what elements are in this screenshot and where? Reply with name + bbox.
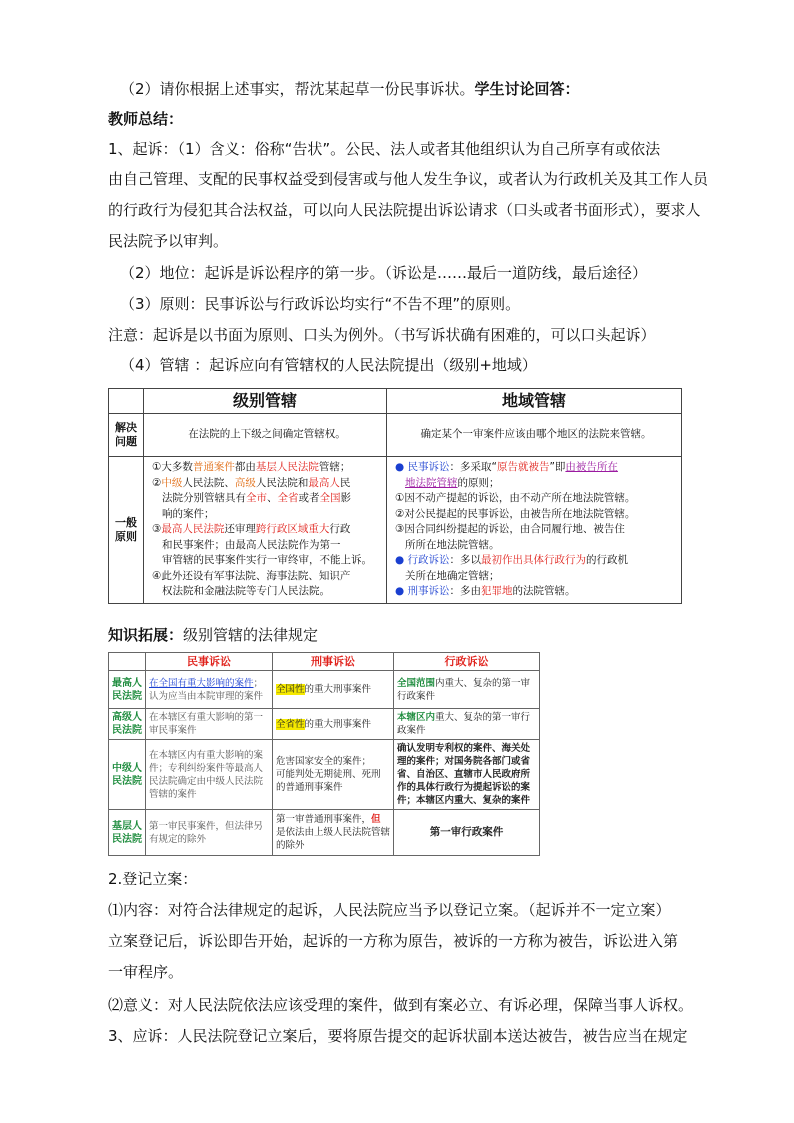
- row-header-problem: 解决问题: [109, 414, 144, 457]
- column-header-criminal: 刑事诉讼: [273, 653, 394, 671]
- text-line: 1、起诉：（1）含义：俗称“告状”。公民、法人或者其他组织认为自己所享有或依法: [108, 140, 661, 158]
- row-header: 中级人民法院: [109, 740, 146, 810]
- table-corner: [109, 389, 144, 414]
- text-line: 民法院予以审判。: [108, 232, 229, 250]
- table-cell: 全省性的重大刑事案件: [273, 709, 394, 740]
- table-cell: 全国范围内重大、复杂的第一审 行政案件: [394, 671, 540, 709]
- text-line: 的行政行为侵犯其合法权益，可以向人民法院提出诉讼请求（口头或者书面形式），要求人: [108, 201, 701, 219]
- row-header: 最高人民法院: [109, 671, 146, 709]
- section-2-heading: 2.登记立案：: [108, 870, 198, 888]
- table-cell: 确认发明专利权的案件、海关处理的案件；对国务院各部门或省省、自治区、直辖市人民政府所作的具体行政行为提起诉讼的案件；本辖区内重大、复杂的案件: [394, 740, 540, 810]
- column-header-level: 级别管辖: [144, 389, 387, 414]
- table-cell: 在法院的上下级之间确定管辖权。: [144, 414, 387, 457]
- text-line: 立案登记后，诉讼即告开始，起诉的一方称为原告，被诉的一方称为被告，诉讼进入第: [108, 932, 679, 950]
- text-line: 由自己管理、支配的民事权益受到侵害或与他人发生争议，或者认为行政机关及其工作人员: [108, 170, 709, 188]
- teacher-summary-heading: 教师总结：: [108, 110, 184, 128]
- question-line: （2）请你根据上述事实，帮沈某起草一份民事诉状。学生讨论回答：: [120, 80, 580, 98]
- table-cell: 在全国有重大影响的案件； 认为应当由本院审理的案件: [146, 671, 273, 709]
- column-header-administrative: 行政诉讼: [394, 653, 540, 671]
- text-line: ⑴内容：对符合法律规定的起诉，人民法院应当予以登记立案。（起诉并不一定立案）: [108, 901, 671, 919]
- level-principle-cell: ①大多数普通案件都由基层人民法院管辖； ②中级人民法院、高级人民法院和最高人民 法院分别管辖具有全市、全省或者全国影 响的案件； ③最高人民法院还审理跨行政区域重大行政 和民事案件；由最高人民法院作为第一 审管辖的民事案件实行一审终审，不能上诉。 ④此外还设有军事法院、海事法院、知识产 权法院和金融法院等专门人民法院。: [144, 457, 387, 604]
- text-line: （3）原则：民事诉讼与行政诉讼均实行“不告不理”的原则。: [120, 295, 521, 313]
- row-header-principle: 一般原则: [109, 457, 144, 604]
- text-line: （2）地位：起诉是诉讼程序的第一步。（诉讼是……最后一道防线，最后途径）: [120, 264, 648, 282]
- table-cell: 第一审行政案件: [394, 810, 540, 856]
- table-cell: 全国性的重大刑事案件: [273, 671, 394, 709]
- row-header: 基层人民法院: [109, 810, 146, 856]
- text-line: 3、应诉：人民法院登记立案后，要将原告提交的起诉状副本送达被告，被告应当在规定: [108, 1027, 688, 1045]
- text-line: （4）管辖 ：起诉应向有管辖权的人民法院提出（级别+地域）: [120, 356, 537, 374]
- column-header-civil: 民事诉讼: [146, 653, 273, 671]
- table-cell: 在本辖区内有重大影响的案件；专利纠纷案件等最高人民法院确定由中级人民法院管辖的案件: [146, 740, 273, 810]
- row-header: 高级人民法院: [109, 709, 146, 740]
- table-cell: 危害国家安全的案件； 可能判处无期徒刑、死刑 的普通刑事案件: [273, 740, 394, 810]
- level-jurisdiction-table: [108, 652, 540, 856]
- text-line: 注意：起诉是以书面为原则、口头为例外。（书写诉状确有困难的，可以口头起诉）: [108, 326, 656, 344]
- column-header-region: 地域管辖: [387, 389, 682, 414]
- text-line: ⑵意义：对人民法院依法应该受理的案件，做到有案必立、有诉必理，保障当事人诉权。: [108, 996, 694, 1014]
- table-cell: 本辖区内重大、复杂的第一审行 政案件: [394, 709, 540, 740]
- extension-title: 知识拓展：级别管辖的法律规定: [108, 626, 319, 644]
- table-corner: [109, 653, 146, 671]
- jurisdiction-table: [108, 388, 682, 604]
- table-cell: 第一审民事案件，但法律另有规定的除外: [146, 810, 273, 856]
- region-principle-cell: ● 民事诉讼：多采取“原告就被告”即由被告所在 地法院管辖的原则； ①因不动产提起的诉讼，由不动产所在地法院管辖。 ②对公民提起的民事诉讼，由被告所在地法院管辖。 ③因合同纠纷提起的诉讼，由合同履行地、被告住 所所在地法院管辖。 ● 行政诉讼：多以最初作出具体行政行为的行政机 关所在地确定管辖； ● 刑事诉讼：多由犯罪地的法院管辖。: [387, 457, 682, 604]
- text-line: 一审程序。: [108, 963, 184, 981]
- table-cell: 确定某个一审案件应该由哪个地区的法院来管辖。: [387, 414, 682, 457]
- table-cell: 在本辖区有重大影响的第一 审民事案件: [146, 709, 273, 740]
- table-cell: 第一审普通刑事案件，但是依法由上级人民法院管辖的除外: [273, 810, 394, 856]
